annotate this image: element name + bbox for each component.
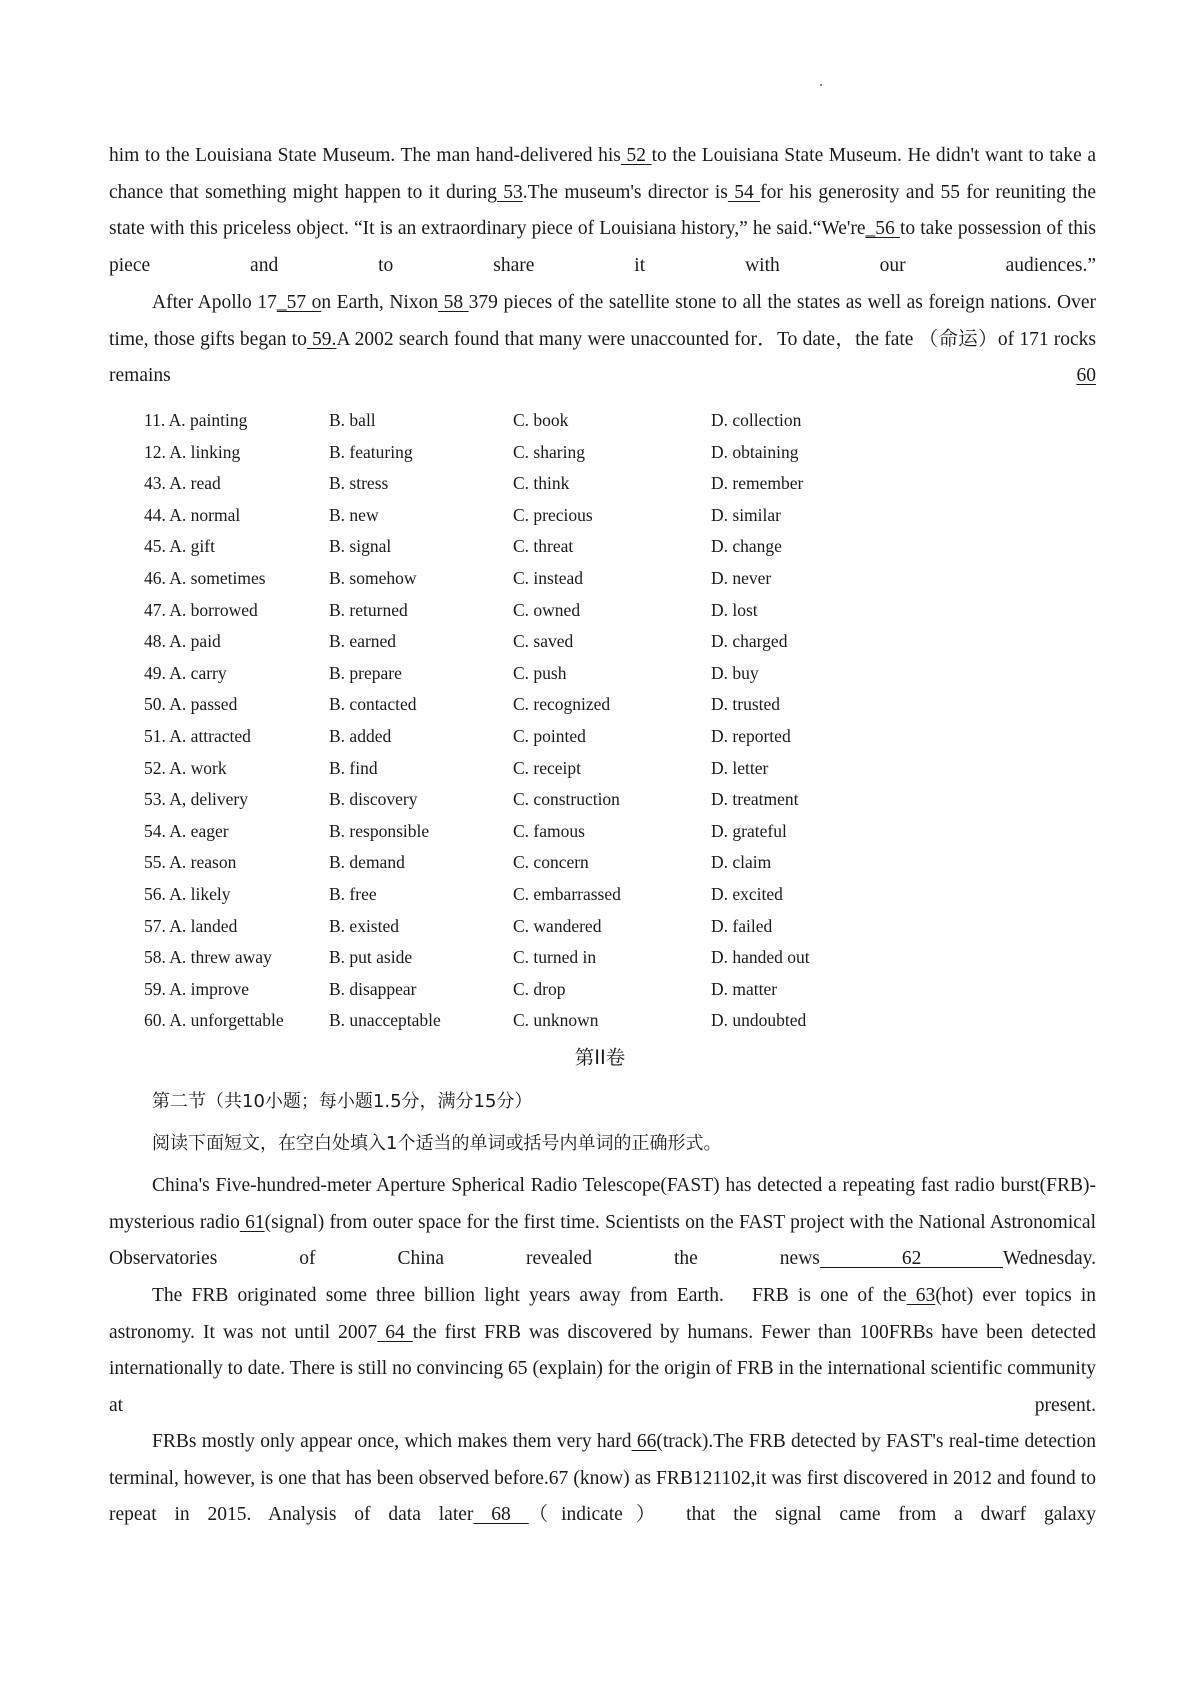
option-row [144, 500, 864, 532]
option-c: C. receipt [513, 757, 582, 778]
option-row [144, 1005, 864, 1037]
option-b: B. find [329, 757, 378, 778]
option-b: B. ball [329, 410, 376, 430]
option-d: D. claim [711, 852, 772, 873]
option-d: D. obtaining [711, 441, 799, 462]
option-row [144, 658, 864, 690]
section-title: 第二节（共10小题；每小题1.5分，满分15分） [152, 1091, 533, 1112]
option-b: B. responsible [329, 820, 430, 841]
option-d: D. never [711, 567, 772, 588]
blank-marker: _57 o [276, 292, 322, 313]
option-a: 50. A. passed [144, 694, 238, 715]
blank-marker: 52 [620, 145, 652, 166]
option-row [144, 847, 864, 879]
option-a: 51. A. attracted [144, 725, 251, 746]
option-row [144, 689, 864, 721]
option-row [144, 721, 864, 753]
blank-marker: 53 [496, 181, 523, 203]
option-b: B. free [329, 883, 377, 904]
option-row [144, 816, 864, 848]
option-a: 43. A. read [144, 473, 221, 494]
option-d: D. reported [711, 725, 791, 746]
option-d: D. undoubted [711, 1010, 807, 1031]
option-row [144, 405, 864, 437]
option-b: B. returned [329, 599, 408, 620]
option-b: B. earned [329, 631, 397, 652]
option-c: C. wandered [513, 915, 602, 936]
option-a: 60. A. unforgettable [144, 1010, 284, 1031]
option-c: C. drop [513, 978, 566, 999]
option-a: 59. A. improve [144, 978, 249, 999]
option-b: B. put aside [329, 947, 413, 968]
option-row [144, 784, 864, 816]
option-d: D. grateful [711, 820, 787, 841]
option-a: 11. A. painting [144, 410, 248, 430]
option-row [144, 879, 864, 911]
passage2-paragraph1: China's Five-hundred-meter Aperture Spherical Radio Telescope(FAST) has detected a repeating fast radio burst(FRB)-mysterious radio 61(signal) from outer space for the first time. Scientists on the FAST project with the National Astronomical Observatories of China revealed the news 62 Wednesday. [109, 1175, 1096, 1270]
option-row [144, 974, 864, 1006]
blank-marker: 60 [1076, 365, 1096, 387]
option-d: D. change [711, 536, 782, 557]
option-d: D. letter [711, 757, 769, 778]
option-row [144, 531, 864, 563]
passage1-paragraph2: After Apollo 17_57 on Earth, Nixon 58 379 pieces of the satellite stone to all the states as well as foreign nations. Over time, those gifts began to 59.A 2002 search found that many were unaccounted for．To date，the fate （命运）of 171 rocks remains 60 [109, 292, 1097, 387]
option-c: C. saved [513, 631, 574, 652]
option-d: D. similar [711, 504, 781, 525]
option-a: 58. A. threw away [144, 947, 272, 968]
option-c: C. pointed [513, 725, 586, 746]
option-c: C. sharing [513, 441, 585, 462]
option-c: C. embarrassed [513, 883, 621, 904]
scan-dot [820, 84, 822, 86]
blank-marker: 63 [906, 1285, 936, 1306]
blank-marker: 59. [306, 328, 337, 350]
option-a: 44. A. normal [144, 504, 241, 525]
option-d: D. handed out [711, 947, 810, 968]
option-b: B. existed [329, 915, 399, 936]
option-d: D. buy [711, 662, 759, 683]
option-a: 46. A. sometimes [144, 567, 266, 588]
option-d: D. excited [711, 883, 783, 904]
option-d: D. remember [711, 473, 804, 494]
option-row [144, 942, 864, 974]
option-b: B. stress [329, 473, 389, 494]
option-c: C. famous [513, 820, 585, 841]
option-c: C. owned [513, 599, 581, 620]
option-a: 56. A. likely [144, 883, 231, 904]
option-b: B. disappear [329, 978, 417, 999]
option-a: 54. A. eager [144, 820, 229, 841]
option-b: B. added [329, 725, 392, 746]
option-b: B. somehow [329, 567, 417, 588]
option-row [144, 911, 864, 943]
options-list [144, 405, 864, 1037]
blank-marker: _56 [865, 218, 900, 240]
passage1-paragraph1: him to the Louisiana State Museum. The man hand-delivered his 52 to the Louisiana State Museum. He didn't want to take a chance that something might happen to it during 53.The museum's director is 54 for his generosity and 55 for reuniting the state with this priceless object. “It is an extraordinary piece of Louisiana history,” he said.“We're_56 to take possession of this piece and to share it with our audiences.” [109, 145, 1097, 277]
section-instruction: 阅读下面短文，在空白处填入1个适当的单词或括号内单词的正确形式。 [152, 1133, 722, 1154]
option-a: 45. A. gift [144, 536, 215, 557]
option-a: 55. A. reason [144, 852, 237, 873]
option-a: 48. A. paid [144, 631, 221, 652]
blank-marker: 66 [631, 1431, 657, 1452]
option-row [144, 753, 864, 785]
option-c: C. turned in [513, 947, 597, 968]
option-c: C. think [513, 473, 570, 494]
option-b: B. discovery [329, 789, 418, 810]
volume-title: 第II卷 [574, 1046, 626, 1069]
option-b: B. contacted [329, 694, 417, 715]
option-d: D. failed [711, 915, 773, 936]
option-c: C. threat [513, 536, 574, 557]
option-a: 12. A. linking [144, 441, 241, 462]
blank-marker: 68 [473, 1504, 529, 1526]
blank-marker: 64 [377, 1321, 413, 1343]
option-c: C. construction [513, 789, 620, 810]
option-row [144, 626, 864, 658]
option-c: C. instead [513, 567, 583, 588]
option-c: C. book [513, 410, 569, 430]
option-b: B. unacceptable [329, 1010, 441, 1031]
option-d: D. lost [711, 599, 758, 620]
blank-marker: 58 [438, 292, 469, 313]
option-b: B. prepare [329, 662, 402, 683]
option-a: 52. A. work [144, 757, 227, 778]
option-c: C. precious [513, 504, 593, 525]
option-d: D. matter [711, 978, 778, 999]
option-a: 53. A, delivery [144, 789, 249, 810]
blank-marker: 62 [819, 1248, 1003, 1270]
option-b: B. featuring [329, 441, 413, 462]
option-c: C. concern [513, 852, 589, 873]
option-row [144, 595, 864, 627]
option-b: B. demand [329, 852, 405, 873]
option-d: D. charged [711, 631, 788, 652]
option-a: 49. A. carry [144, 662, 227, 683]
option-c: C. recognized [513, 694, 611, 715]
option-d: D. trusted [711, 694, 781, 715]
option-a: 47. A. borrowed [144, 599, 258, 620]
option-row [144, 437, 864, 469]
option-b: B. new [329, 504, 379, 525]
option-a: 57. A. landed [144, 915, 238, 936]
option-row [144, 563, 864, 595]
option-row [144, 468, 864, 500]
option-c: C. push [513, 662, 567, 683]
option-d: D. collection [711, 410, 802, 430]
option-b: B. signal [329, 536, 392, 557]
blank-marker: 54 [727, 181, 761, 203]
option-c: C. unknown [513, 1010, 599, 1031]
passage2-paragraph2: The FRB originated some three billion light years away from Earth. FRB is one of the 63(hot) ever topics in astronomy. It was not until 2007 64 the first FRB was discovered by humans. Fewer than 100FRBs have been detected internationally to date. There is still no convincing 65 (explain) for the origin of FRB in the international scientific community at present. [109, 1285, 1097, 1417]
passage2-paragraph3: FRBs mostly only appear once, which makes them very hard 66(track).The FRB detected by FAST's real-time detection terminal, however, is one that has been observed before.67 (know) as FRB121102,it was first discovered in 2012 and found to repeat in 2015. Analysis of data later 68 （indicate） that the signal came from a dwarf galaxy [109, 1431, 1096, 1526]
blank-marker: 61 [239, 1211, 265, 1233]
option-d: D. treatment [711, 789, 799, 810]
